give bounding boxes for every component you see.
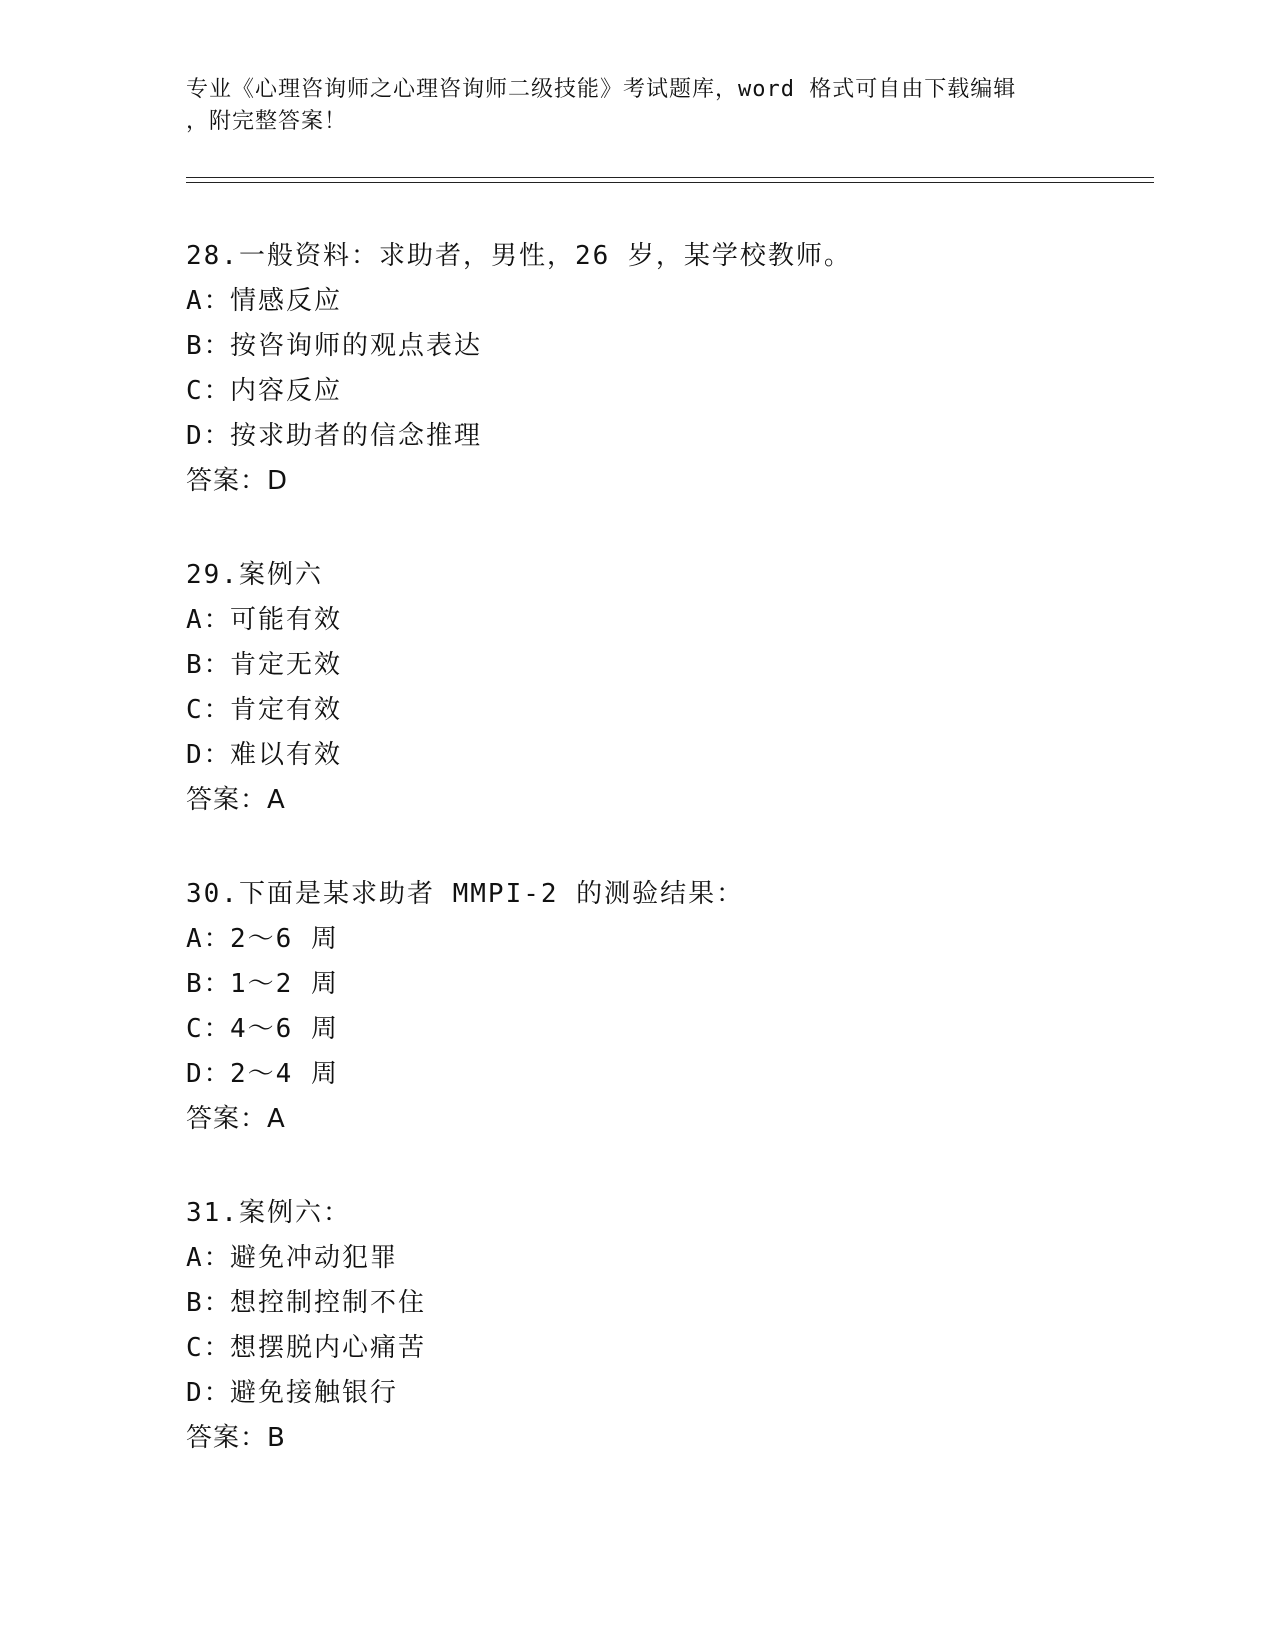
question-30 xyxy=(186,872,1086,1142)
option-letter: C： xyxy=(186,1333,232,1363)
option-text: 2～6 周 xyxy=(230,924,339,954)
option-letter: B： xyxy=(186,969,232,999)
option-text: 按求助者的信念推理 xyxy=(230,421,483,451)
option-c xyxy=(186,1326,1086,1371)
option-letter: D： xyxy=(186,1378,232,1408)
question-28 xyxy=(186,234,1086,504)
option-text: 1～2 周 xyxy=(230,969,339,999)
option-text: 想控制控制不住 xyxy=(230,1288,427,1318)
option-b xyxy=(186,1281,1086,1326)
option-letter: B： xyxy=(186,650,232,680)
option-b xyxy=(186,962,1086,1007)
answer-line: 答案：A xyxy=(186,785,286,815)
question-stem: 28.一般资料：求助者，男性，26 岁，某学校教师。 xyxy=(186,241,852,271)
option-letter: B： xyxy=(186,1288,232,1318)
option-letter: C： xyxy=(186,376,232,406)
option-text: 想摆脱内心痛苦 xyxy=(230,1333,427,1363)
option-c xyxy=(186,688,1086,733)
option-letter: B： xyxy=(186,331,232,361)
option-letter: A： xyxy=(186,605,232,635)
option-a xyxy=(186,1236,1086,1281)
option-text: 2～4 周 xyxy=(230,1059,339,1089)
option-letter: A： xyxy=(186,1243,232,1273)
question-stem: 30.下面是某求助者 MMPI-2 的测验结果： xyxy=(186,879,745,909)
option-text: 肯定有效 xyxy=(230,695,343,725)
option-c xyxy=(186,369,1086,414)
option-a xyxy=(186,917,1086,962)
option-d xyxy=(186,733,1086,778)
option-letter: A： xyxy=(186,286,232,316)
option-letter: A： xyxy=(186,924,232,954)
header-line-1: 专业《心理咨询师之心理咨询师二级技能》考试题库，word 格式可自由下载编辑 xyxy=(186,77,1017,102)
header-divider-bottom xyxy=(186,182,1154,183)
answer-line: 答案：D xyxy=(186,466,289,496)
option-letter: D： xyxy=(186,421,232,451)
option-letter: D： xyxy=(186,740,232,770)
option-text: 避免接触银行 xyxy=(230,1378,399,1408)
answer-line: 答案：B xyxy=(186,1423,286,1453)
option-text: 避免冲动犯罪 xyxy=(230,1243,399,1273)
answer-line: 答案：A xyxy=(186,1104,286,1134)
header-line-2: ，附完整答案！ xyxy=(186,109,348,134)
option-b xyxy=(186,643,1086,688)
question-stem: 31.案例六： xyxy=(186,1198,351,1228)
option-a xyxy=(186,598,1086,643)
option-text: 肯定无效 xyxy=(230,650,343,680)
option-d xyxy=(186,1052,1086,1097)
option-text: 可能有效 xyxy=(230,605,343,635)
option-text: 按咨询师的观点表达 xyxy=(230,331,483,361)
option-d xyxy=(186,414,1086,459)
question-31 xyxy=(186,1191,1086,1461)
question-stem: 29.案例六 xyxy=(186,560,323,590)
header-divider-top xyxy=(186,177,1154,178)
option-d xyxy=(186,1371,1086,1416)
option-text: 4～6 周 xyxy=(230,1014,339,1044)
option-a xyxy=(186,279,1086,324)
option-text: 内容反应 xyxy=(230,376,343,406)
option-c xyxy=(186,1007,1086,1052)
option-b xyxy=(186,324,1086,369)
option-letter: D： xyxy=(186,1059,232,1089)
document-header xyxy=(186,74,1066,138)
option-letter: C： xyxy=(186,1014,232,1044)
option-text: 难以有效 xyxy=(230,740,343,770)
option-text: 情感反应 xyxy=(230,286,343,316)
question-29 xyxy=(186,553,1086,823)
option-letter: C： xyxy=(186,695,232,725)
